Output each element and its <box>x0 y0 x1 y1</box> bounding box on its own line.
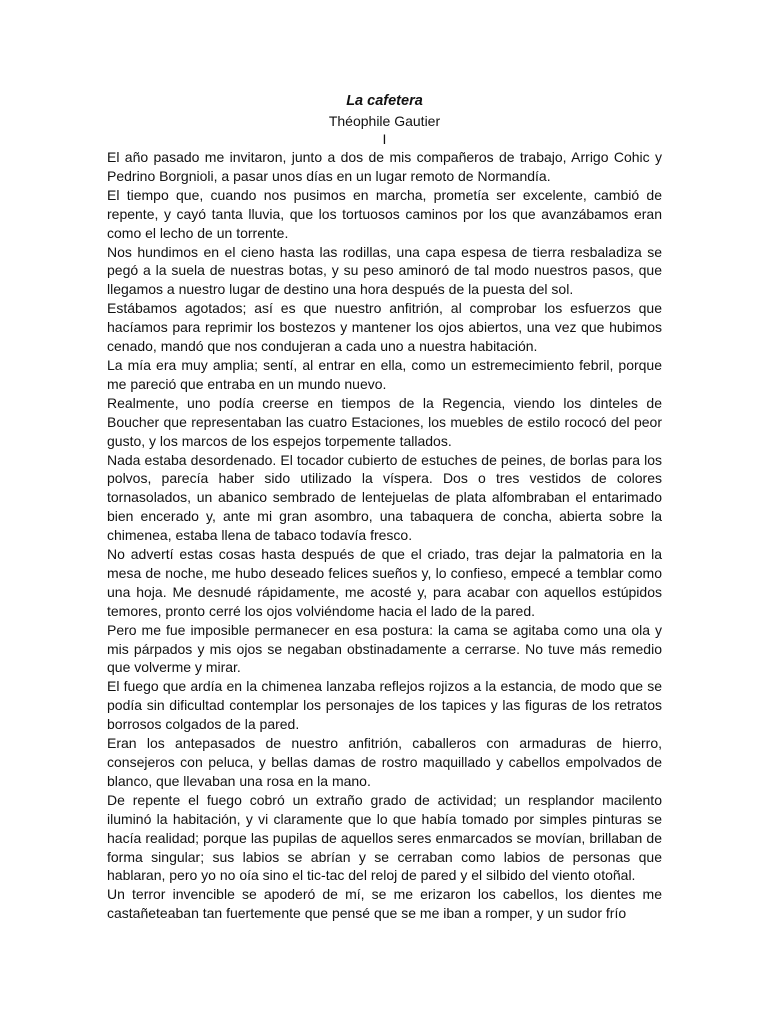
document-author: Théophile Gautier <box>328 113 441 129</box>
paragraph: Estábamos agotados; así es que nuestro anfitrión, al comprobar los esfuerzos que hacíamos para reprimir los bostezos y mantener los ojos abiertos, una vez que hubimos cenado, mandó que nos condujeran a cada uno a nuestra habitación. <box>107 300 662 355</box>
paragraph: El fuego que ardía en la chimenea lanzaba reflejos rojizos a la estancia, de modo que se podía sin dificultad contemplar los personajes de los tapices y las figuras de los retratos borrosos colgados de la pared. <box>107 678 662 733</box>
paragraph: Eran los antepasados de nuestro anfitrión, caballeros con armaduras de hierro, consejeros con peluca, y bellas damas de rostro maquillado y cabellos empolvados de blanco, que llevaban una rosa en la mano. <box>107 735 662 789</box>
paragraph: Nada estaba desordenado. El tocador cubierto de estuches de peines, de borlas para los polvos, parecía haber sido utilizado la víspera. Dos o tres vestidos de colores tornasolados, un abanico sembrado de lentejuelas de plata alfombraban el entarimado bien encerado y, ante mi gran asombro, una tabaquera de concha, abierta sobre la chimenea, estaba llena de tabaco todavía fresco. <box>107 451 662 544</box>
paragraph: De repente el fuego cobró un extraño grado de actividad; un resplandor macilento iluminó la habitación, y vi claramente que lo que había tomado por simples pinturas se hacía realidad; porque las pupilas de aquellos seres enmarcados se movían, brillaban de forma singular; sus labios se abrían y se cerraban como labios de personas que hablaran, pero yo no oía sino el tic-tac del reloj de pared y el silbido del viento otoñal. <box>107 791 662 884</box>
paragraph: El tiempo que, cuando nos pusimos en marcha, prometía ser excelente, cambió de repente, y cayó tanta lluvia, que los tortuosos caminos por los que avanzábamos eran como el lecho de un torrente. <box>107 186 662 241</box>
paragraph: Pero me fue imposible permanecer en esa postura: la cama se agitaba como una ola y mis párpados y mis ojos se negaban obstinadamente a cerrarse. No tuve más remedio que volverme y mirar. <box>107 621 662 676</box>
paragraph: No advertí estas cosas hasta después de que el criado, tras dejar la palmatoria en la mesa de noche, me hubo deseado felices sueños y, lo confieso, empecé a temblar como una hoja. Me desnudé rápidamente, me acosté y, para acabar con aquellos estúpidos temores, pronto cerré los ojos volviéndome hacia el lado de la pared. <box>107 546 662 619</box>
document-body <box>107 148 662 923</box>
paragraph: El año pasado me invitaron, junto a dos de mis compañeros de trabajo, Arrigo Cohic y Pedrino Borgnioli, a pasar unos días en un lugar remoto de Normandía. <box>107 149 662 184</box>
paragraph: Un terror invencible se apoderó de mí, se me erizaron los cabellos, los dientes me castañeteaban tan fuertemente que pensé que se me iban a romper, y un sudor frío <box>107 886 662 922</box>
paragraph: Realmente, uno podía creerse en tiempos de la Regencia, viendo los dinteles de Boucher que representaban las cuatro Estaciones, los muebles de estilo rococó del peor gusto, y los marcos de los espejos torpemente tallados. <box>107 394 662 449</box>
chapter-number: I <box>382 131 387 147</box>
paragraph: Nos hundimos en el cieno hasta las rodillas, una capa espesa de tierra resbaladiza se pegó a la suela de nuestras botas, y su peso aminoró de tal modo nuestros pasos, que llegamos a nuestro lugar de destino una hora después de la puesta del sol. <box>107 243 662 298</box>
document-title: La cafetera <box>346 93 423 109</box>
document-page <box>107 92 662 923</box>
paragraph: La mía era muy amplia; sentí, al entrar en ella, como un estremecimiento febril, porque me pareció que entraba en un mundo nuevo. <box>107 356 662 392</box>
